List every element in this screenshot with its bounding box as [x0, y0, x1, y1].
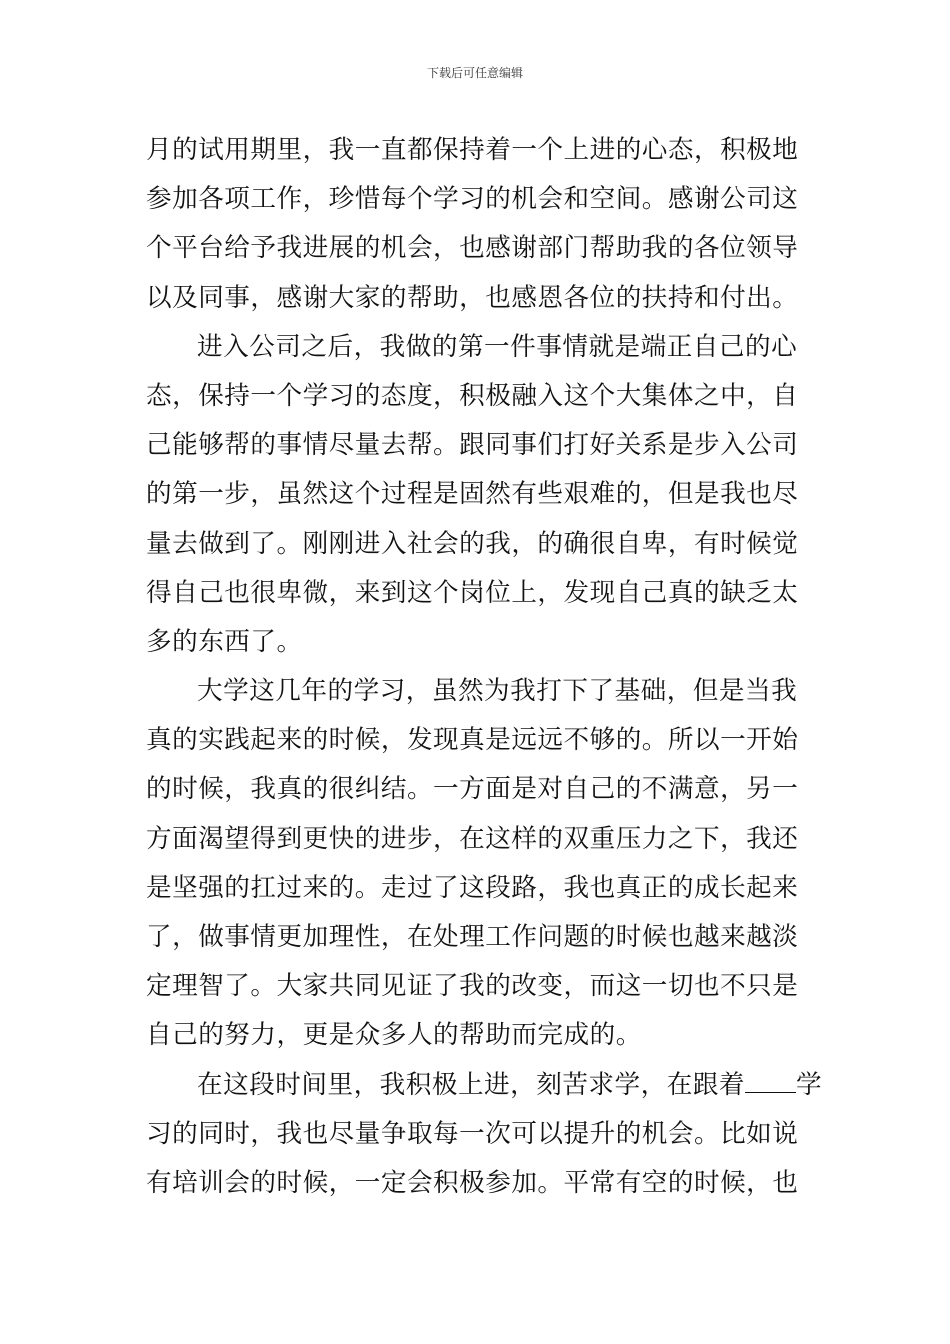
paragraph-first-line: 进入公司之后，我做的第一件事情就是端正自己的心 [197, 331, 798, 362]
text-line: 有培训会的时候，一定会积极参加。平常有空的时候，也 [146, 1167, 799, 1198]
paragraph-first-line: 大学这几年的学习，虽然为我打下了基础，但是当我 [197, 676, 798, 707]
text-line: 方面渴望得到更快的进步，在这样的双重压力之下，我还 [146, 823, 799, 854]
text-line: 个平台给予我进展的机会，也感谢部门帮助我的各位领导 [146, 233, 799, 264]
text-line: 是坚强的扛过来的。走过了这段路，我也真正的成长起来 [146, 872, 799, 903]
text-line: 以及同事，感谢大家的帮助，也感恩各位的扶持和付出。 [146, 282, 799, 313]
text-segment: 在这段时间里，我积极上进，刻苦求学，在跟着 [197, 1069, 745, 1100]
text-line: 的第一步，虽然这个过程是固然有些艰难的，但是我也尽 [146, 479, 799, 510]
text-line: 习的同时，我也尽量争取每一次可以提升的机会。比如说 [146, 1118, 799, 1149]
text-line: 了，做事情更加理性，在处理工作问题的时候也越来越淡 [146, 922, 799, 952]
text-line: 定理智了。大家共同见证了我的改变，而这一切也不只是 [146, 971, 799, 1002]
text-line: 真的实践起来的时候，发现真是远远不够的。所以一开始 [146, 725, 799, 756]
fill-in-blank [745, 1072, 796, 1093]
text-line: 自己的努力，更是众多人的帮助而完成的。 [146, 1020, 642, 1051]
text-line: 月的试用期里，我一直都保持着一个上进的心态，积极地 [146, 135, 799, 165]
text-line: 己能够帮的事情尽量去帮。跟同事们打好关系是步入公司 [146, 430, 799, 461]
paragraph-first-line [146, 1061, 823, 1110]
text-segment: 学 [795, 1069, 823, 1100]
text-line: 态，保持一个学习的态度，积极融入这个大集体之中，自 [146, 380, 799, 411]
text-line: 的时候，我真的很纠结。一方面是对自己的不满意，另一 [146, 774, 799, 805]
text-line: 参加各项工作，珍惜每个学习的机会和空间。感谢公司这 [146, 184, 799, 215]
text-line: 量去做到了。刚刚进入社会的我，的确很自卑，有时候觉 [146, 528, 799, 559]
text-line: 得自己也很卑微，来到这个岗位上，发现自己真的缺乏太 [146, 577, 799, 608]
text-line: 多的东西了。 [146, 626, 303, 657]
page-header: 下载后可任意编辑 [426, 66, 523, 80]
document-body [146, 126, 823, 1208]
